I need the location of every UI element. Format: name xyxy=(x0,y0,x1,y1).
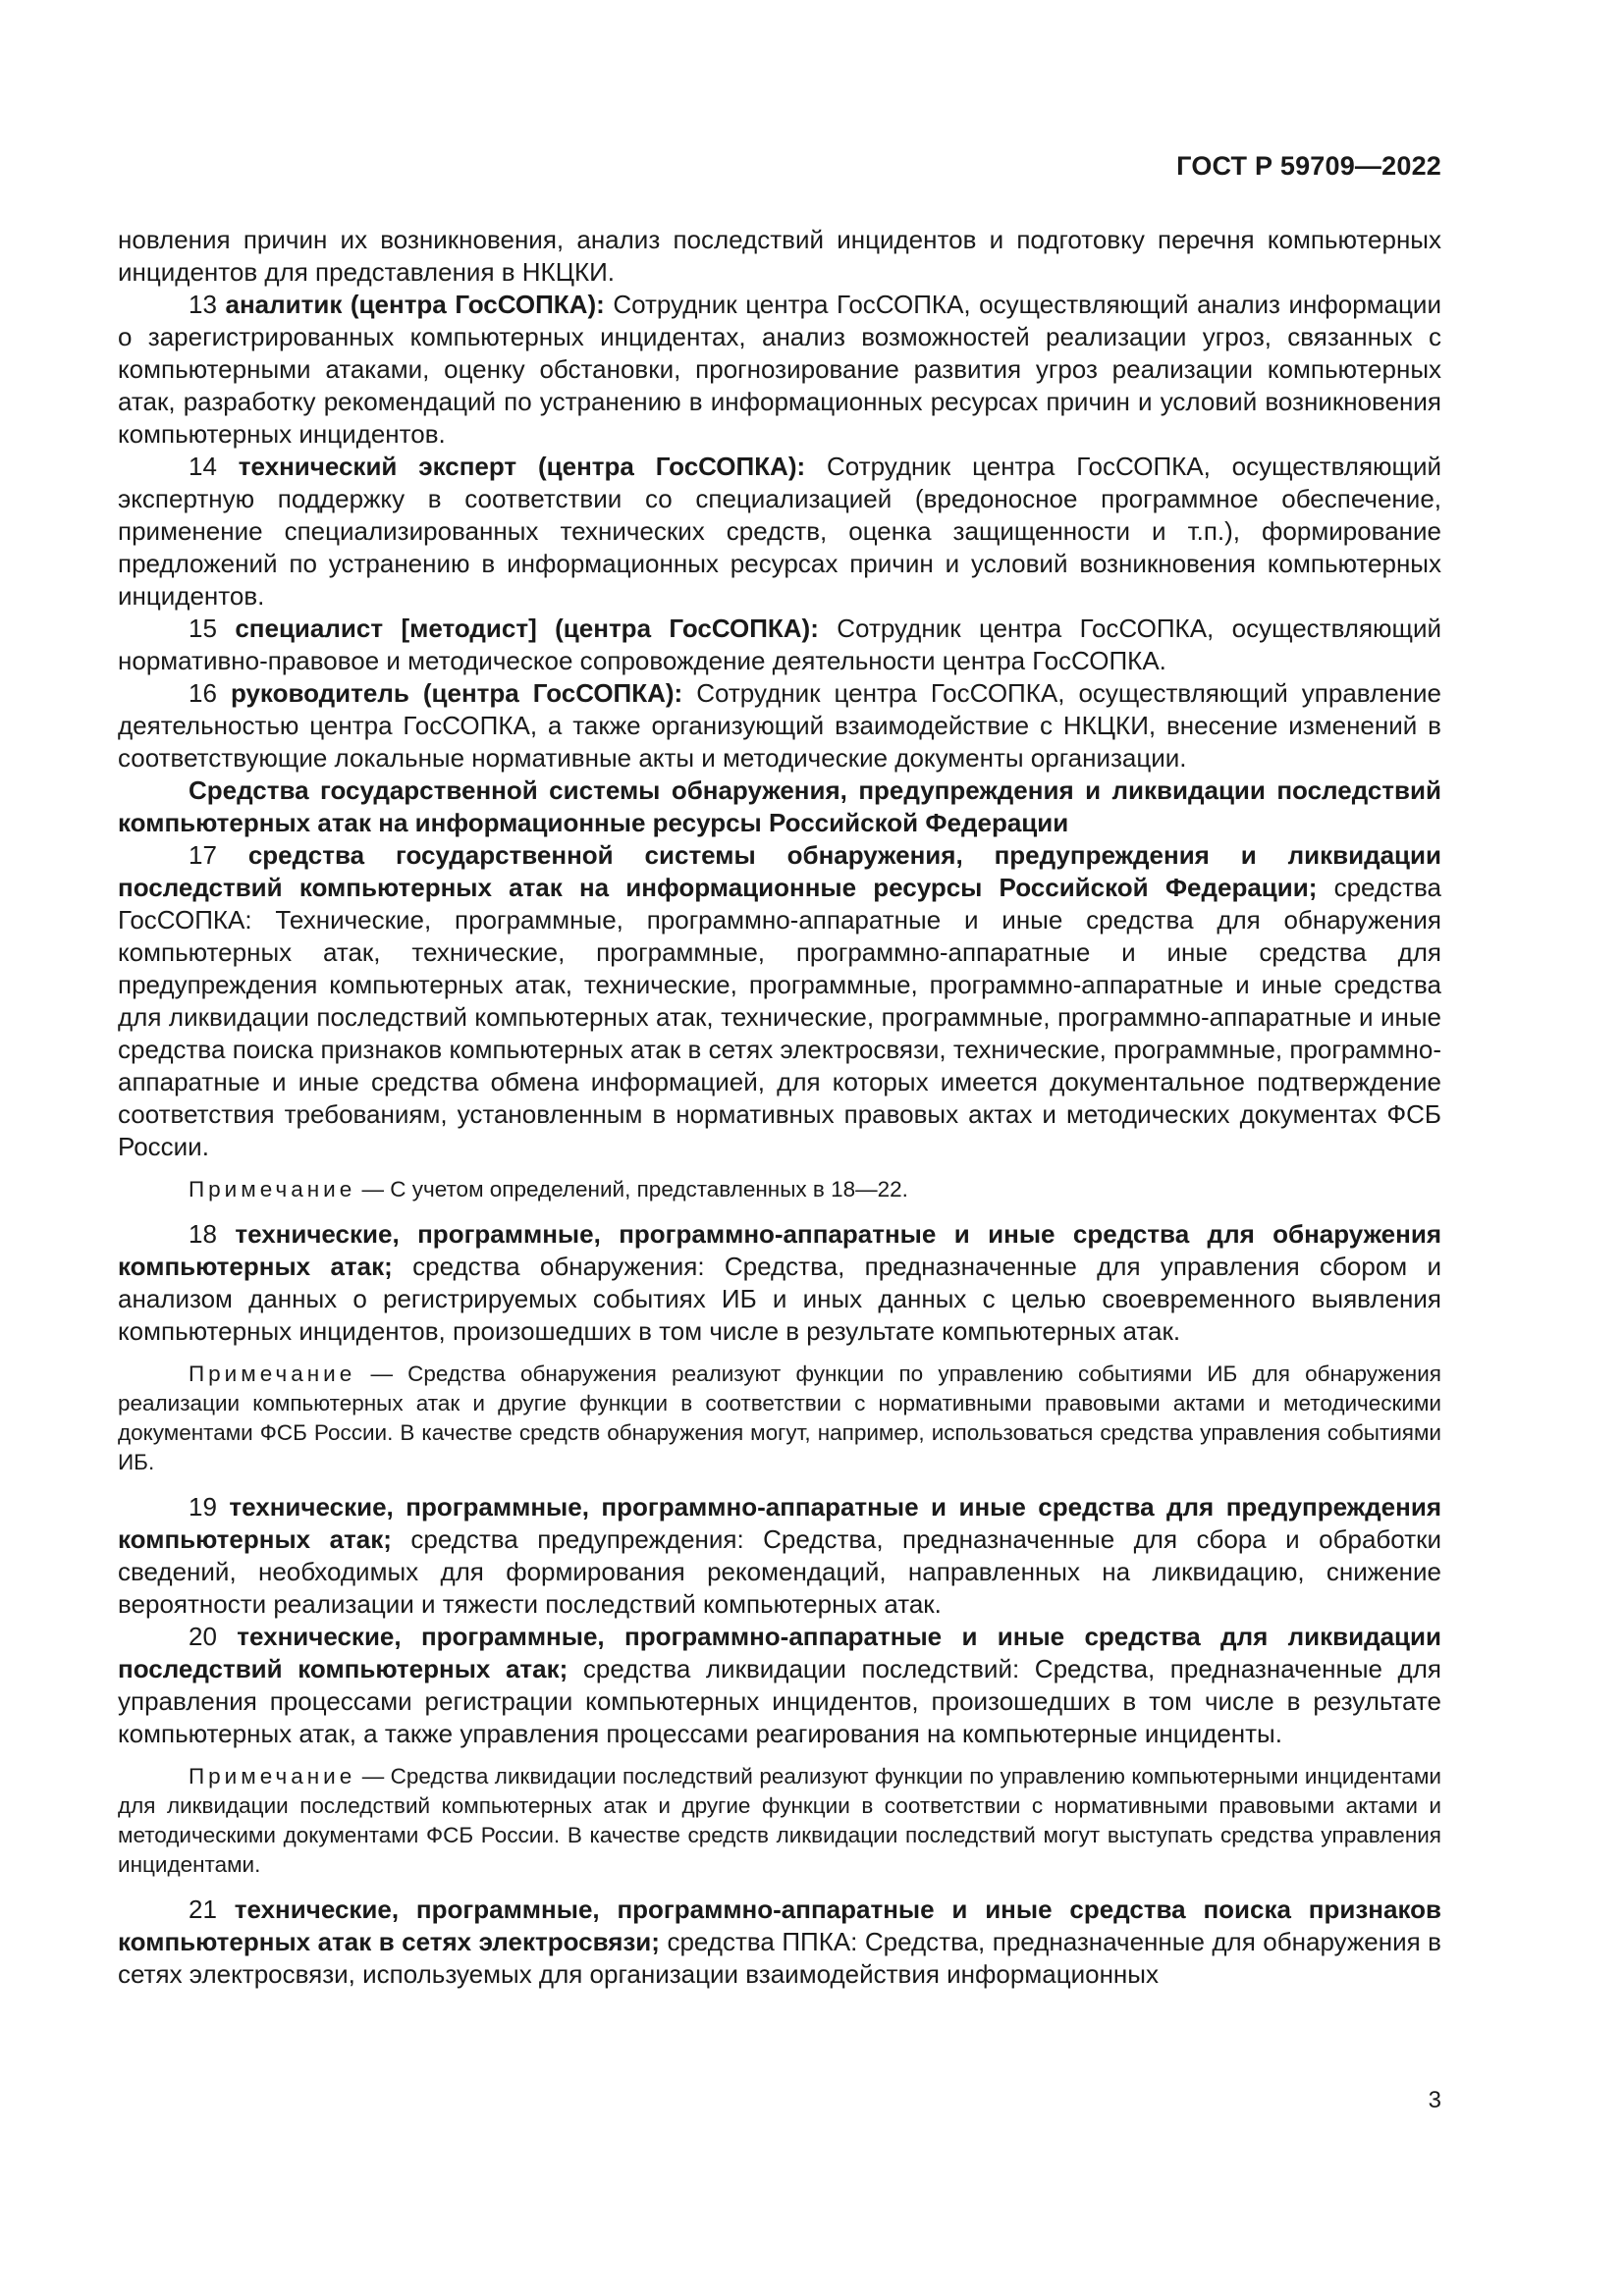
note-17 xyxy=(118,1175,1441,1204)
term-definition: средства ГосСОПКА: Технические, программные, программно-аппаратные и иные средства для обнаружения компьютерных атак, технические, программные, программно-аппаратные и иные средства для предупреждения компьютерных атак, технические, программные, программно-аппаратные и иные средства для ликвидации последствий компьютерных атак, технические, программные, программно-аппаратные и иные средства поиска признаков компьютерных атак в сетях электросвязи, технические, программные, программно-аппаратные и иные средства обмена информацией, для которых имеется документальное подтверждение соответствия требованиям, установленным в нормативных правовых актах и методических документах ФСБ России. xyxy=(118,873,1441,1161)
term-definition: средства ликвидации последствий: Средства, предназначенные для управления процессами регистрации компьютерных инцидентов, произошедших в том числе в результате компьютерных атак, а также управления процессами реагирования на компьютерные инциденты. xyxy=(118,1654,1441,1748)
term-title: технические, программные, программно-аппаратные и иные средства для обнаружения компьютерных атак; xyxy=(118,1219,1441,1281)
term-title: технические, программные, программно-аппаратные и иные средства поиска признаков компьютерных атак в сетях электросвязи; xyxy=(118,1895,1441,1956)
term-20 xyxy=(118,1621,1441,1750)
note-separator: — xyxy=(361,1177,384,1201)
document-id-header: ГОСТ Р 59709—2022 xyxy=(1176,151,1441,181)
term-definition: Сотрудник центра ГосСОПКА, осуществляющий экспертную поддержку в соответствии со специализацией (вредоносное программное обеспечение, применение специализированных технических средств, оценка защищенности и т.п.), формирование предложений по устранению в информационных ресурсах причин и условий возникновения компьютерных инцидентов. xyxy=(118,452,1441,611)
note-label: Примечание xyxy=(189,1764,356,1789)
term-19 xyxy=(118,1491,1441,1621)
term-21 xyxy=(118,1894,1441,1991)
term-number: 19 xyxy=(189,1492,217,1522)
term-number: 20 xyxy=(189,1622,217,1651)
paragraph-continuation: новления причин их возникновения, анализ последствий инцидентов и подготовку перечня компьютерных инцидентов для представления в НКЦКИ. xyxy=(118,225,1441,287)
term-16 xyxy=(118,677,1441,774)
term-number: 18 xyxy=(189,1219,217,1249)
note-text: Средства ликвидации последствий реализуют функции по управлению компьютерными инцидентами для ликвидации последствий компьютерных атак и другие функции в соответствии с нормативными правовыми актами и методическими документами ФСБ России. В качестве средств ликвидации последствий могут выступать средства управления инцидентами. xyxy=(118,1764,1441,1877)
term-title: технический эксперт (центра ГосСОПКА): xyxy=(238,452,806,481)
term-number: 21 xyxy=(189,1895,217,1924)
note-text: С учетом определений, представленных в 18—22. xyxy=(390,1177,908,1201)
term-title: средства государственной системы обнаружения, предупреждения и ликвидации последствий компьютерных атак на информационные ресурсы Российской Федерации; xyxy=(118,840,1441,902)
document-body xyxy=(118,224,1441,1991)
term-title: технические, программные, программно-аппаратные и иные средства для предупреждения компьютерных атак; xyxy=(118,1492,1441,1554)
term-14 xyxy=(118,451,1441,613)
term-number: 14 xyxy=(189,452,217,481)
term-title: руководитель (центра ГосСОПКА): xyxy=(230,678,683,708)
term-definition: средства обнаружения: Средства, предназначенные для управления сбором и анализом данных о регистрируемых событиях ИБ и иных данных с целью своевременного выявления компьютерных инцидентов, произошедших в том числе в результате компьютерных атак. xyxy=(118,1252,1442,1346)
term-definition: Сотрудник центра ГосСОПКА, осуществляющий управление деятельностью центра ГосСОПКА, а также организующий взаимодействие с НКЦКИ, внесение изменений в соответствующие локальные нормативные акты и методические документы организации. xyxy=(118,678,1441,773)
term-number: 16 xyxy=(189,678,217,708)
term-number: 13 xyxy=(189,290,217,319)
section-heading: Средства государственной системы обнаружения, предупреждения и ликвидации последствий компьютерных атак на информационные ресурсы Российской Федерации xyxy=(118,775,1441,837)
term-number: 17 xyxy=(189,840,217,870)
term-title: технические, программные, программно-аппаратные и иные средства для ликвидации последствий компьютерных атак; xyxy=(118,1622,1441,1683)
note-separator: — xyxy=(361,1764,385,1789)
note-label: Примечание xyxy=(189,1177,356,1201)
page-number: 3 xyxy=(1428,2087,1441,2113)
term-definition: средства ППКА: Средства, предназначенные для обнаружения в сетях электросвязи, используемых для организации взаимодействия информационных xyxy=(118,1927,1441,1989)
note-18 xyxy=(118,1360,1441,1477)
note-label: Примечание xyxy=(189,1362,356,1386)
note-separator: — xyxy=(370,1362,393,1386)
note-20 xyxy=(118,1762,1441,1880)
term-title: специалист [методист] (центра ГосСОПКА): xyxy=(235,614,819,643)
term-17 xyxy=(118,839,1441,1163)
term-15 xyxy=(118,613,1441,677)
term-number: 15 xyxy=(189,614,217,643)
note-text: Средства обнаружения реализуют функции по управлению событиями ИБ для обнаружения реализации компьютерных атак и другие функции в соответствии с нормативными правовыми актами и методическими документами ФСБ России. В качестве средств обнаружения могут, например, использоваться средства управления событиями ИБ. xyxy=(118,1362,1441,1474)
term-13 xyxy=(118,289,1441,451)
term-18 xyxy=(118,1218,1441,1348)
term-definition: средства предупреждения: Средства, предназначенные для сбора и обработки сведений, необходимых для формирования рекомендаций, направленных на ликвидацию, снижение вероятности реализации и тяжести последствий компьютерных атак. xyxy=(118,1524,1441,1619)
term-definition: Сотрудник центра ГосСОПКА, осуществляющий анализ информации о зарегистрированных компьютерных инцидентах, анализ возможностей реализации угроз, связанных с компьютерными атаками, оценку обстановки, прогнозирование развития угроз реализации компьютерных атак, разработку рекомендаций по устранению в информационных ресурсах причин и условий возникновения компьютерных инцидентов. xyxy=(118,290,1441,449)
term-definition: Сотрудник центра ГосСОПКА, осуществляющий нормативно-правовое и методическое сопровождение деятельности центра ГосСОПКА. xyxy=(118,614,1441,675)
term-title: аналитик (центра ГосСОПКА): xyxy=(225,290,605,319)
